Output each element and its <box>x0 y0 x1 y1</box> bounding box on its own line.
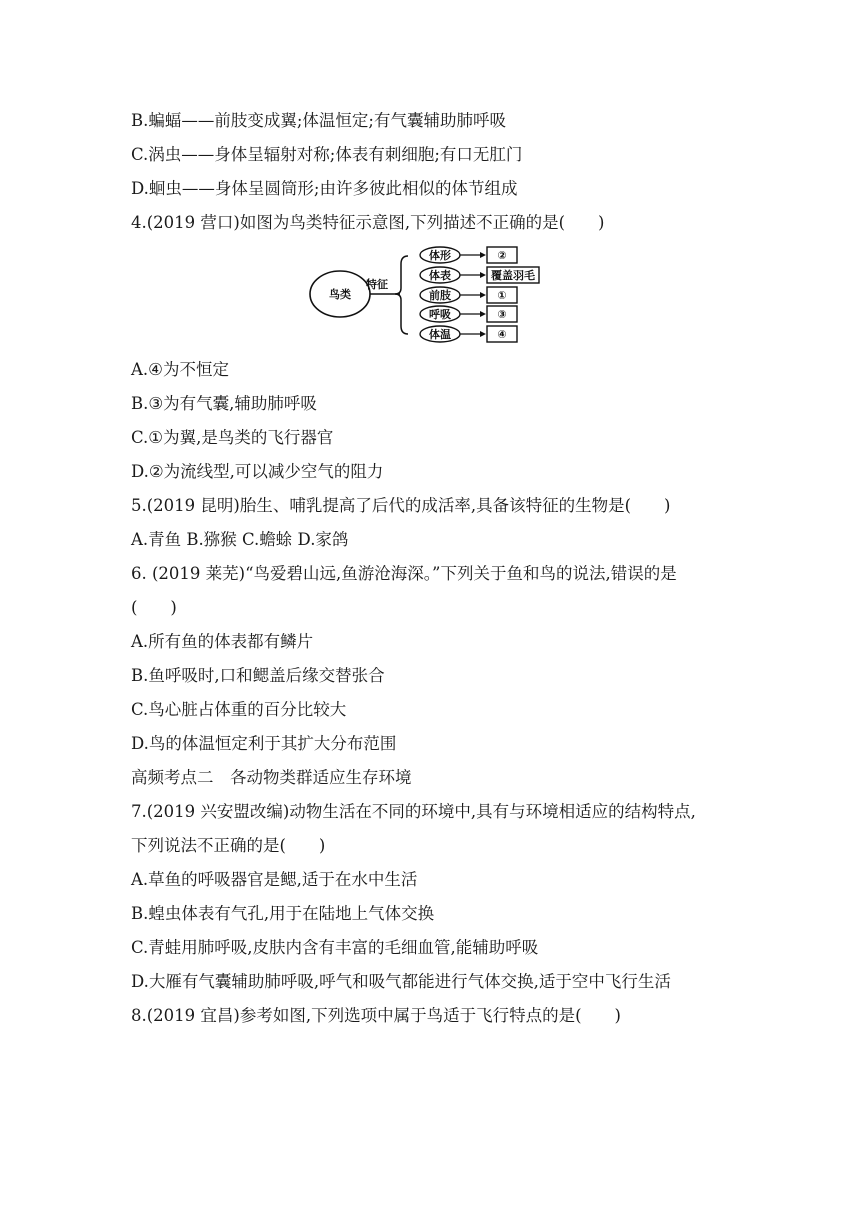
question-7-option-c: C.青蛙用肺呼吸,皮肤内含有丰富的毛细血管,能辅助呼吸 <box>131 938 539 957</box>
feature-name-3: 前肢 <box>429 289 451 302</box>
question-6-option-a: A.所有鱼的体表都有鳞片 <box>131 632 314 651</box>
feature-name-4: 呼吸 <box>429 308 451 321</box>
bird-features-diagram <box>300 244 560 348</box>
question-7-option-d: D.大雁有气囊辅助肺呼吸,呼气和吸气都能进行气体交换,适于空中飞行生活 <box>131 972 671 991</box>
question-4-stem: 4.(2019 营口)如图为鸟类特征示意图,下列描述不正确的是( ) <box>131 213 605 232</box>
question-6-paren: ( ) <box>131 598 177 617</box>
question-4-option-d: D.②为流线型,可以减少空气的阻力 <box>131 462 384 481</box>
option-c-planarian: C.涡虫——身体呈辐射对称;体表有刺细胞;有口无肛门 <box>131 145 523 164</box>
question-4-option-a: A.④为不恒定 <box>131 360 229 379</box>
center-label: 鸟类 <box>329 288 351 301</box>
feature-value-5: ④ <box>497 328 507 341</box>
feature-name-2: 体表 <box>429 269 451 282</box>
question-7-stem: 7.(2019 兴安盟改编)动物生活在不同的环境中,具有与环境相适应的结构特点, <box>131 802 696 821</box>
feature-value-4: ③ <box>497 308 507 321</box>
question-4-option-b: B.③为有气囊,辅助肺呼吸 <box>131 394 317 413</box>
question-6-option-d: D.鸟的体温恒定利于其扩大分布范围 <box>131 734 397 753</box>
question-5-options: A.青鱼 B.猕猴 C.蟾蜍 D.家鸽 <box>131 530 349 549</box>
question-7-option-a: A.草鱼的呼吸器官是鳃,适于在水中生活 <box>131 870 418 889</box>
feature-value-1: ② <box>497 249 507 262</box>
question-6-stem: 6. (2019 莱芜)“鸟爱碧山远,鱼游沧海深。”下列关于鱼和鸟的说法,错误的是 <box>131 564 677 583</box>
feature-value-2: 覆盖羽毛 <box>491 269 535 282</box>
question-6-option-c: C.鸟心脏占体重的百分比较大 <box>131 700 347 719</box>
question-8-stem: 8.(2019 宜昌)参考如图,下列选项中属于鸟适于飞行特点的是( ) <box>131 1006 621 1025</box>
question-4-option-c: C.①为翼,是鸟类的飞行器官 <box>131 428 334 447</box>
section-heading: 高频考点二 各动物类群适应生存环境 <box>131 768 412 787</box>
feature-label: 特征 <box>366 278 388 291</box>
feature-name-5: 体温 <box>429 328 451 341</box>
option-d-roundworm: D.蛔虫——身体呈圆筒形;由许多彼此相似的体节组成 <box>131 179 518 198</box>
question-7-option-b: B.蝗虫体表有气孔,用于在陆地上气体交换 <box>131 904 435 923</box>
feature-value-3: ① <box>497 289 507 302</box>
feature-name-1: 体形 <box>429 249 451 262</box>
question-5-stem: 5.(2019 昆明)胎生、哺乳提高了后代的成活率,具备该特征的生物是( ) <box>131 496 671 515</box>
question-7-stem-cont: 下列说法不正确的是( ) <box>131 836 326 855</box>
option-b-bat: B.蝙蝠——前肢变成翼;体温恒定;有气囊辅助肺呼吸 <box>131 111 506 130</box>
question-6-option-b: B.鱼呼吸时,口和鳃盖后缘交替张合 <box>131 666 385 685</box>
